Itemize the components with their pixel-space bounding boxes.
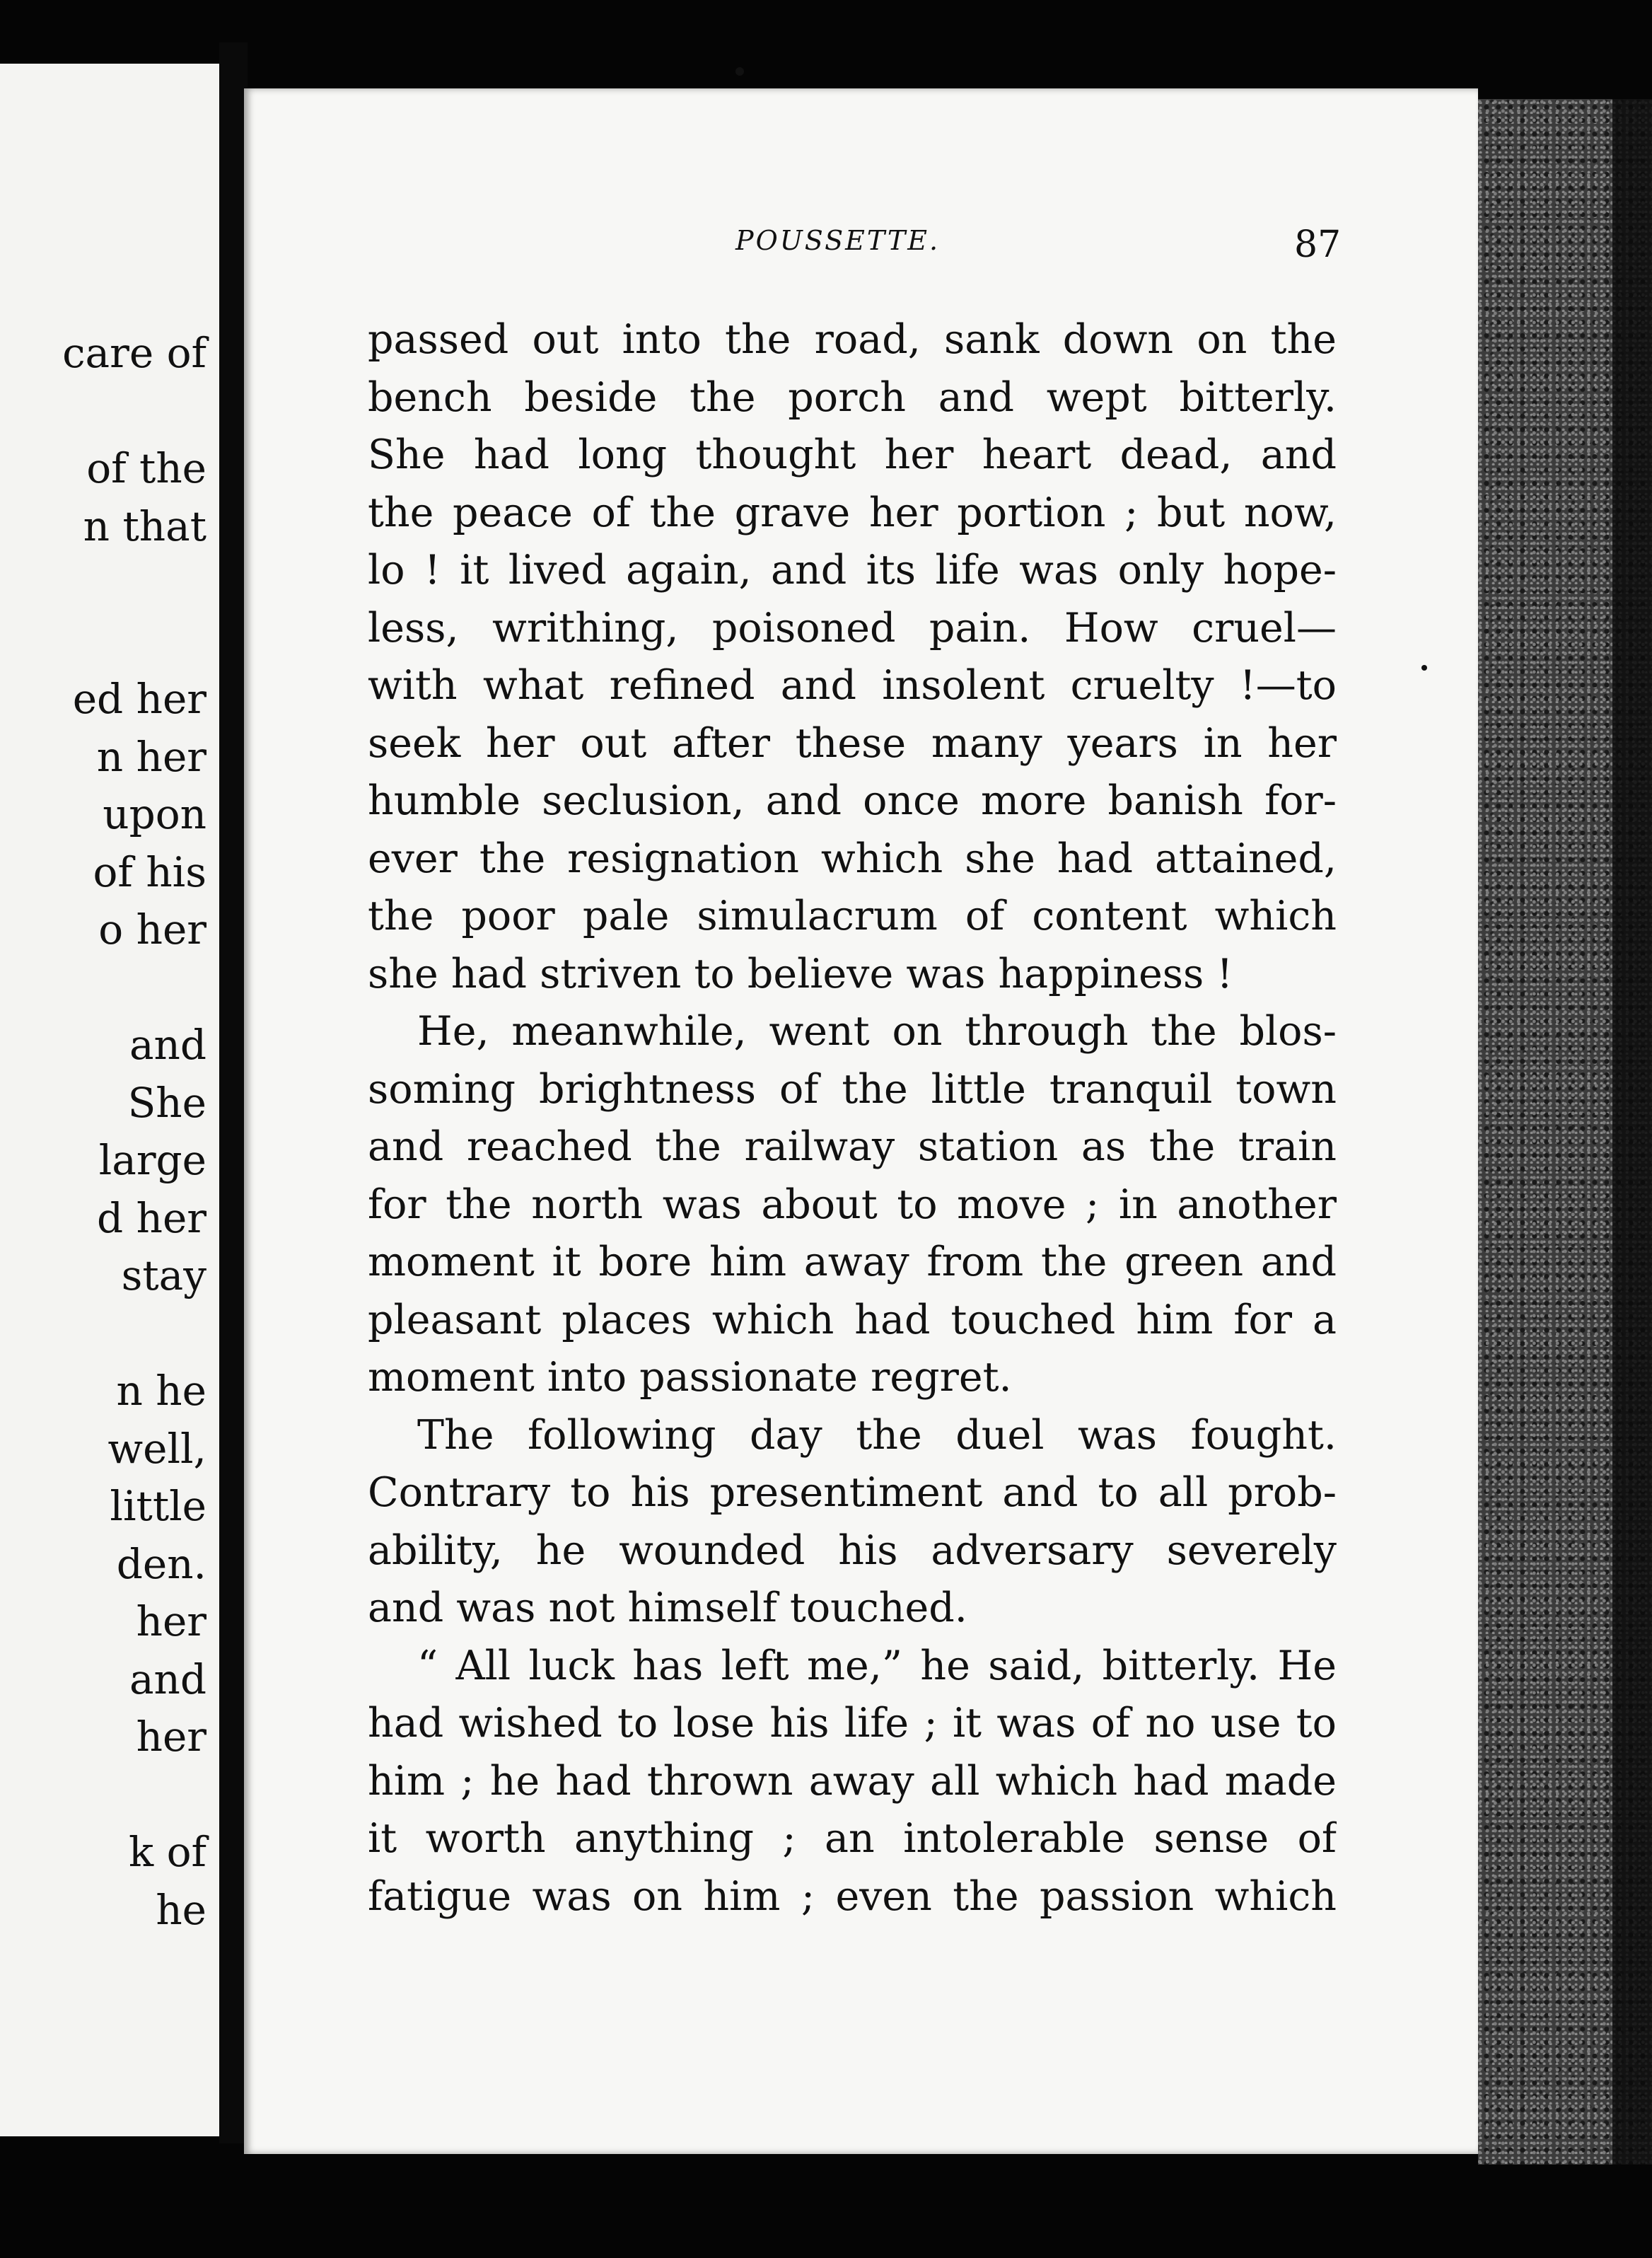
body-text-line: with what refined and insolent cruelty !—to <box>368 662 1337 709</box>
body-text-line: “ All luck has left me,” he said, bitterly. He <box>417 1642 1337 1689</box>
body-text-line: ever the resignation which she had attained, <box>368 835 1337 882</box>
body-text-line: moment it bore him away from the green and <box>368 1239 1337 1285</box>
previous-page-line-fragment: and <box>129 1655 206 1703</box>
body-text-line: soming brightness of the little tranquil town <box>368 1065 1337 1113</box>
scan-speck <box>735 67 744 76</box>
body-text-line: moment into passionate regret. <box>368 1354 1012 1401</box>
body-text-line: him ; he had thrown away all which had made <box>368 1757 1337 1805</box>
previous-page-line-fragment: and <box>129 1021 206 1069</box>
page-body-text <box>368 311 1337 1926</box>
previous-page-line-fragment: her <box>136 1713 206 1761</box>
previous-page-line-fragment: o her <box>98 905 206 954</box>
previous-page-line-fragment: ed her <box>72 675 206 723</box>
previous-page-line-fragment: care of <box>62 329 206 377</box>
body-text-line: seek her out after these many years in her <box>368 719 1337 767</box>
previous-page-text <box>0 64 219 2136</box>
body-text-line: lo ! it lived again, and its life was only hope- <box>368 547 1337 594</box>
body-text-line: bench beside the porch and wept bitterly. <box>368 374 1337 421</box>
previous-page-line-fragment: large <box>98 1136 206 1184</box>
previous-page-line-fragment: She <box>127 1078 206 1127</box>
previous-page-line-fragment: n he <box>116 1367 206 1415</box>
previous-page-line-fragment: of the <box>86 444 206 492</box>
body-text-line: humble seclusion, and once more banish for- <box>368 777 1337 824</box>
body-text-line: had wished to lose his life ; it was of no use to <box>368 1700 1337 1747</box>
previous-page-line-fragment: he <box>156 1885 206 1934</box>
previous-page-line-fragment: stay <box>121 1251 206 1299</box>
previous-page-line-fragment: little <box>110 1482 206 1530</box>
body-text-line: the peace of the grave her portion ; but now, <box>368 489 1337 536</box>
scan-speck <box>1421 665 1427 671</box>
body-text-line: she had striven to believe was happiness ! <box>368 950 1233 997</box>
previous-page-line-fragment: k of <box>129 1828 206 1876</box>
previous-page-line-fragment: n her <box>96 732 206 781</box>
body-text-line: pleasant places which had touched him for a <box>368 1296 1337 1343</box>
book-edge-shadow <box>1612 99 1652 2165</box>
body-text-line: less, writhing, poisoned pain. How cruel— <box>368 604 1337 652</box>
body-text-line: and was not himself touched. <box>368 1585 967 1631</box>
page-gutter <box>219 42 248 2143</box>
previous-page-line-fragment: upon <box>103 790 206 838</box>
body-text-line: fatigue was on him ; even the passion which <box>368 1872 1337 1920</box>
body-text-line: She had long thought her heart dead, and <box>368 432 1337 478</box>
body-text-line: The following day the duel was fought. <box>417 1411 1337 1459</box>
body-text-line: it worth anything ; an intolerable sense of <box>368 1815 1337 1862</box>
body-text-line: ability, he wounded his adversary severely <box>368 1527 1337 1574</box>
previous-page-line-fragment: den. <box>116 1539 206 1588</box>
body-text-line: Contrary to his presentiment and to all prob- <box>368 1469 1337 1516</box>
running-header-title: POUSSETTE. <box>735 225 941 256</box>
previous-page-fragment <box>0 64 219 2136</box>
previous-page-line-fragment: of his <box>93 847 206 896</box>
body-text-line: for the north was about to move ; in another <box>368 1181 1337 1228</box>
previous-page-line-fragment: n that <box>83 502 206 550</box>
previous-page-line-fragment: d her <box>97 1193 206 1242</box>
body-text-line: passed out into the road, sank down on the <box>368 316 1337 363</box>
previous-page-line-fragment: well, <box>107 1424 206 1473</box>
page-number: 87 <box>1294 224 1342 266</box>
body-text-line: He, meanwhile, went on through the blos- <box>417 1008 1337 1055</box>
body-text-line: the poor pale simulacrum of content which <box>368 893 1337 939</box>
body-text-line: and reached the railway station as the train <box>368 1123 1337 1170</box>
previous-page-line-fragment: her <box>136 1597 206 1645</box>
